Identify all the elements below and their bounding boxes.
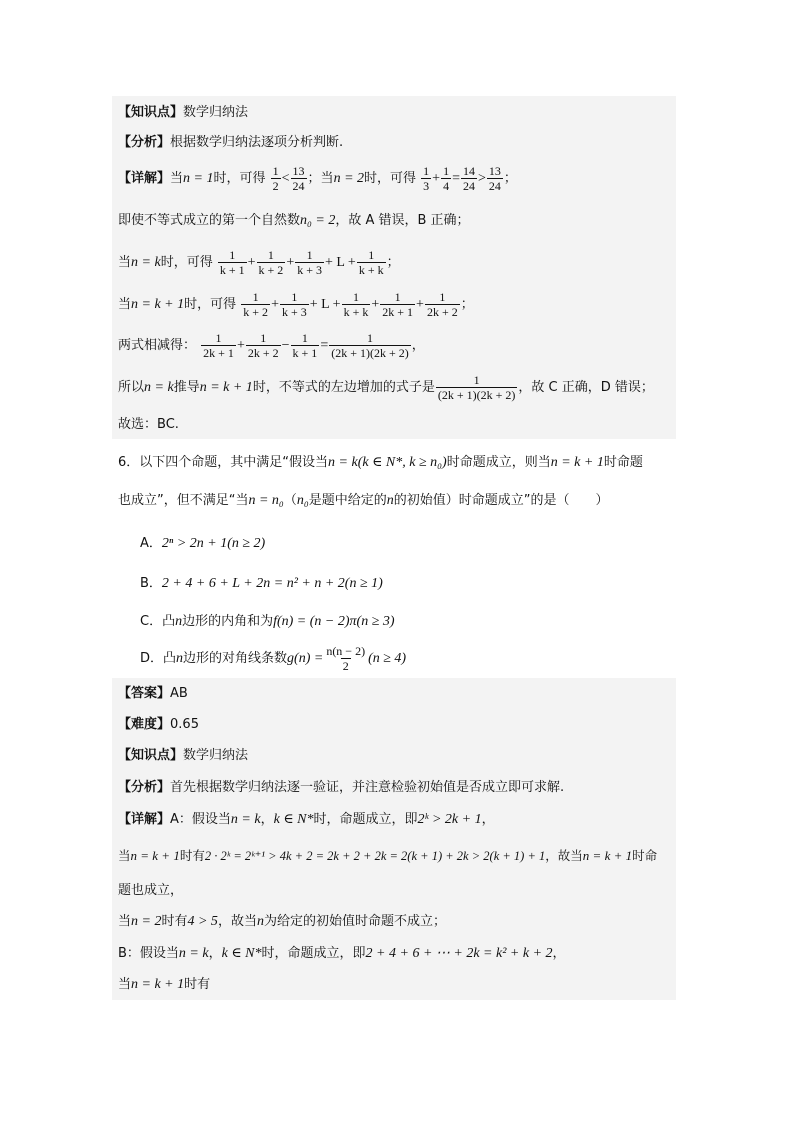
numerator: 1 bbox=[301, 331, 308, 345]
fraction bbox=[201, 331, 236, 360]
text: （ bbox=[283, 493, 297, 508]
fraction bbox=[329, 331, 411, 360]
denominator: 24 bbox=[462, 179, 475, 193]
text: 6．以下四个命题，其中满足“假设当 bbox=[118, 455, 329, 470]
fraction bbox=[380, 290, 415, 319]
fraction bbox=[487, 164, 503, 193]
text: 时有 bbox=[179, 848, 205, 863]
option-d[interactable] bbox=[140, 640, 406, 678]
op: + bbox=[286, 255, 295, 270]
text: 时，不等式的左边增加的式子是 bbox=[252, 380, 435, 395]
fraction bbox=[421, 164, 431, 193]
denominator: 2k + 2 bbox=[426, 305, 458, 319]
math: 2ⁿ > 2n + 1(n ≥ 2) bbox=[161, 536, 266, 551]
text: ，故 A 错误，B 正确； bbox=[335, 213, 470, 228]
op: + bbox=[416, 297, 424, 312]
analysis-line-1 bbox=[118, 132, 676, 154]
detail-line-3 bbox=[118, 244, 676, 282]
numerator: 13 bbox=[488, 164, 501, 178]
fraction bbox=[441, 164, 451, 193]
fraction bbox=[461, 164, 477, 193]
text: 当 bbox=[170, 171, 184, 186]
math: g(n) = bbox=[287, 651, 324, 666]
answer-label: 【答案】 bbox=[118, 686, 171, 701]
numerator: n(n − 2) bbox=[326, 644, 366, 658]
fraction bbox=[324, 644, 367, 673]
question-6-line-1 bbox=[118, 450, 676, 476]
analysis-text: 根据数学归纳法逐项分析判断. bbox=[170, 135, 344, 150]
analysis-label: 【分析】 bbox=[118, 780, 171, 795]
math: (k ∈ N*, k ≥ n₀) bbox=[357, 455, 447, 470]
text: 当 bbox=[118, 255, 132, 270]
text: 所以 bbox=[118, 380, 145, 395]
option-c[interactable] bbox=[140, 611, 395, 633]
numerator: 1 bbox=[260, 331, 267, 345]
text: 当 bbox=[118, 848, 131, 863]
text: 时有 bbox=[161, 914, 188, 929]
text: 时，可得 bbox=[184, 297, 237, 312]
text: 时，命题成立，即 bbox=[261, 946, 366, 961]
text: ，故 C 正确，D 错误； bbox=[518, 380, 654, 395]
fraction bbox=[291, 164, 307, 193]
detail-line-2-2 bbox=[118, 845, 676, 867]
math: k ∈ N* bbox=[221, 946, 262, 961]
op: + L + bbox=[309, 297, 341, 312]
math: n = k bbox=[131, 255, 161, 270]
denominator: 24 bbox=[488, 179, 501, 193]
denominator: k + 3 bbox=[297, 263, 322, 277]
text: 边形的对角线条数 bbox=[183, 651, 288, 666]
fraction bbox=[241, 290, 270, 319]
numerator: 1 bbox=[252, 290, 259, 304]
math: 2 + 4 + 6 + L + 2n = n² + n + 2(n ≥ 1) bbox=[161, 576, 383, 591]
detail-line-4 bbox=[118, 286, 676, 324]
op: + bbox=[271, 297, 279, 312]
denominator: 4 bbox=[443, 179, 450, 193]
denominator: k + 1 bbox=[219, 263, 245, 277]
denominator: k + 2 bbox=[258, 263, 284, 277]
text: 也成立”，但不满足“当 bbox=[118, 493, 249, 508]
text: ， bbox=[411, 338, 425, 353]
text: 两式相减得： bbox=[118, 338, 197, 353]
math: n = n₀ bbox=[248, 493, 284, 508]
numerator: 1 bbox=[366, 331, 373, 345]
text: 当 bbox=[118, 977, 132, 992]
denominator: (2k + 1)(2k + 2) bbox=[331, 346, 409, 360]
math: f(n) = (n − 2)π(n ≥ 3) bbox=[273, 614, 395, 629]
detail-line-2-5 bbox=[118, 943, 676, 965]
text: 当 bbox=[118, 297, 132, 312]
text: ； bbox=[386, 255, 400, 270]
denominator: 2k + 1 bbox=[382, 305, 414, 319]
numerator: 13 bbox=[292, 164, 305, 178]
denominator: 24 bbox=[292, 179, 305, 193]
text: ； bbox=[460, 297, 474, 312]
fraction bbox=[436, 373, 518, 402]
knowledge-text: 数学归纳法 bbox=[183, 105, 249, 120]
numerator: 1 bbox=[368, 248, 375, 262]
math: n bbox=[386, 493, 394, 508]
detail-line-2-6 bbox=[118, 974, 676, 996]
text: B：假设当 bbox=[118, 946, 179, 961]
math: n = k + 1 bbox=[582, 848, 633, 863]
detail-line-1 bbox=[118, 160, 676, 198]
text: 时命 bbox=[632, 848, 658, 863]
op: + bbox=[236, 338, 245, 353]
fraction bbox=[280, 290, 309, 319]
denominator: 2k + 1 bbox=[203, 346, 234, 360]
detail-line-2-3 bbox=[118, 880, 676, 902]
numerator: 14 bbox=[462, 164, 475, 178]
math: n = k bbox=[178, 946, 209, 961]
op: = bbox=[452, 171, 460, 186]
text: 推导 bbox=[173, 380, 200, 395]
denominator: 2k + 2 bbox=[247, 346, 279, 360]
denominator: k + k bbox=[358, 263, 384, 277]
analysis-label: 【分析】 bbox=[118, 135, 171, 150]
op: + bbox=[432, 171, 441, 186]
text: ； bbox=[503, 171, 517, 186]
math: n = k bbox=[230, 812, 261, 827]
op: < bbox=[281, 171, 290, 186]
knowledge-line-2 bbox=[118, 745, 676, 767]
math: n₀ = 2 bbox=[300, 213, 336, 228]
text: 时，可得 bbox=[213, 171, 266, 186]
math: n = k bbox=[144, 380, 174, 395]
analysis-text: 首先根据数学归纳法逐一验证，并注意检验初始值是否成立即可求解. bbox=[170, 780, 565, 795]
text: ，故当 bbox=[217, 914, 257, 929]
detail-line-2 bbox=[118, 210, 676, 232]
fraction bbox=[295, 248, 324, 277]
denominator: k + 3 bbox=[281, 305, 307, 319]
difficulty-line bbox=[118, 714, 676, 736]
text: ， bbox=[481, 812, 495, 827]
knowledge-line-1 bbox=[118, 102, 676, 124]
denominator: 2 bbox=[272, 179, 279, 193]
denominator: k + 2 bbox=[243, 305, 269, 319]
math: 2 + 4 + 6 + ⋯ + 2k = k² + k + 2 bbox=[365, 946, 553, 961]
detail-line-6 bbox=[118, 368, 676, 408]
math: n = k + 1 bbox=[199, 380, 253, 395]
detail-line-2-4 bbox=[118, 911, 676, 933]
detail-label: 【详解】 bbox=[118, 171, 171, 186]
option-a[interactable] bbox=[140, 533, 265, 555]
analysis-line-2 bbox=[118, 777, 676, 799]
math: 2ᵏ > 2k + 1 bbox=[417, 812, 482, 827]
math: n = k bbox=[328, 455, 358, 470]
math: n = k + 1 bbox=[550, 455, 604, 470]
denominator: (2k + 1)(2k + 2) bbox=[437, 388, 516, 402]
math: n₀ bbox=[296, 493, 309, 508]
numerator: 1 bbox=[439, 290, 446, 304]
difficulty-text: 0.65 bbox=[170, 717, 199, 732]
option-label: D．凸 bbox=[140, 651, 177, 666]
math: n bbox=[175, 614, 183, 629]
text: 的初始值）时命题成立”的是（ ） bbox=[393, 493, 609, 508]
option-b[interactable] bbox=[140, 573, 383, 595]
option-label: B． bbox=[140, 576, 162, 591]
text: A：假设当 bbox=[170, 812, 231, 827]
answer-text: AB bbox=[170, 686, 188, 701]
knowledge-text: 数学归纳法 bbox=[183, 748, 249, 763]
option-label: A． bbox=[140, 536, 162, 551]
numerator: 1 bbox=[473, 373, 480, 387]
numerator: 1 bbox=[229, 248, 236, 262]
op: + L + bbox=[325, 255, 356, 270]
answer-line bbox=[118, 683, 676, 705]
denominator: 2 bbox=[342, 659, 349, 673]
numerator: 1 bbox=[306, 248, 313, 262]
text: ；当 bbox=[307, 171, 334, 186]
fraction bbox=[271, 164, 281, 193]
numerator: 1 bbox=[291, 290, 298, 304]
numerator: 1 bbox=[272, 164, 279, 178]
detail-line-2-1 bbox=[118, 809, 676, 831]
denominator: k + 1 bbox=[292, 346, 318, 360]
fraction bbox=[257, 248, 286, 277]
op: > bbox=[477, 171, 486, 186]
op: = bbox=[320, 338, 329, 353]
question-6-line-2 bbox=[118, 490, 676, 512]
op: + bbox=[371, 297, 380, 312]
text: ， bbox=[208, 946, 222, 961]
denominator: 3 bbox=[423, 179, 430, 193]
text: 为给定的初始值时命题不成立； bbox=[263, 914, 446, 929]
text: ，故当 bbox=[545, 848, 583, 863]
knowledge-label: 【知识点】 bbox=[118, 105, 184, 120]
text: 时，可得 bbox=[364, 171, 417, 186]
detail-line-7 bbox=[118, 414, 676, 436]
text: 时，命题成立，即 bbox=[313, 812, 418, 827]
text: 时命题成立，则当 bbox=[446, 455, 551, 470]
numerator: 1 bbox=[352, 290, 359, 304]
text: ， bbox=[260, 812, 274, 827]
difficulty-label: 【难度】 bbox=[118, 717, 171, 732]
text: 时，可得 bbox=[160, 255, 213, 270]
math: n = 2 bbox=[131, 914, 162, 929]
text: 故选：BC. bbox=[118, 417, 179, 432]
numerator: 1 bbox=[443, 164, 450, 178]
text: 当 bbox=[118, 914, 132, 929]
numerator: 1 bbox=[423, 164, 430, 178]
text: 题也成立， bbox=[118, 883, 184, 898]
math: n = k + 1 bbox=[131, 977, 185, 992]
fraction bbox=[357, 248, 386, 277]
fraction bbox=[218, 248, 247, 277]
text: 即使不等式成立的第一个自然数 bbox=[118, 213, 301, 228]
knowledge-label: 【知识点】 bbox=[118, 748, 184, 763]
numerator: 1 bbox=[215, 331, 222, 345]
text: 时命题 bbox=[603, 455, 643, 470]
fraction bbox=[425, 290, 460, 319]
text: 时有 bbox=[184, 977, 211, 992]
math: n = 1 bbox=[183, 171, 214, 186]
op: + bbox=[247, 255, 256, 270]
fraction bbox=[291, 331, 320, 360]
math: n = 2 bbox=[333, 171, 365, 186]
text: 边形的内角和为 bbox=[182, 614, 274, 629]
math: (n ≥ 4) bbox=[368, 651, 407, 666]
numerator: 1 bbox=[394, 290, 401, 304]
text: ， bbox=[552, 946, 566, 961]
detail-label: 【详解】 bbox=[118, 812, 171, 827]
math: 2 · 2ᵏ = 2ᵏ⁺¹ > 4k + 2 = 2k + 2 + 2k = 2(k + 1) + 2k > 2(k + 1) + 1 bbox=[204, 849, 546, 863]
math: n bbox=[256, 914, 264, 929]
fraction bbox=[246, 331, 281, 360]
fraction bbox=[342, 290, 371, 319]
math: n = k + 1 bbox=[131, 297, 185, 312]
detail-line-5 bbox=[118, 326, 676, 366]
denominator: k + k bbox=[343, 305, 369, 319]
option-label: C．凸 bbox=[140, 614, 176, 629]
math: n bbox=[176, 651, 184, 666]
math: k ∈ N* bbox=[273, 812, 314, 827]
numerator: 1 bbox=[267, 248, 274, 262]
text: 是题中给定的 bbox=[308, 493, 387, 508]
op: − bbox=[281, 338, 290, 353]
math: 4 > 5 bbox=[187, 914, 218, 929]
math: n = k + 1 bbox=[130, 848, 180, 863]
